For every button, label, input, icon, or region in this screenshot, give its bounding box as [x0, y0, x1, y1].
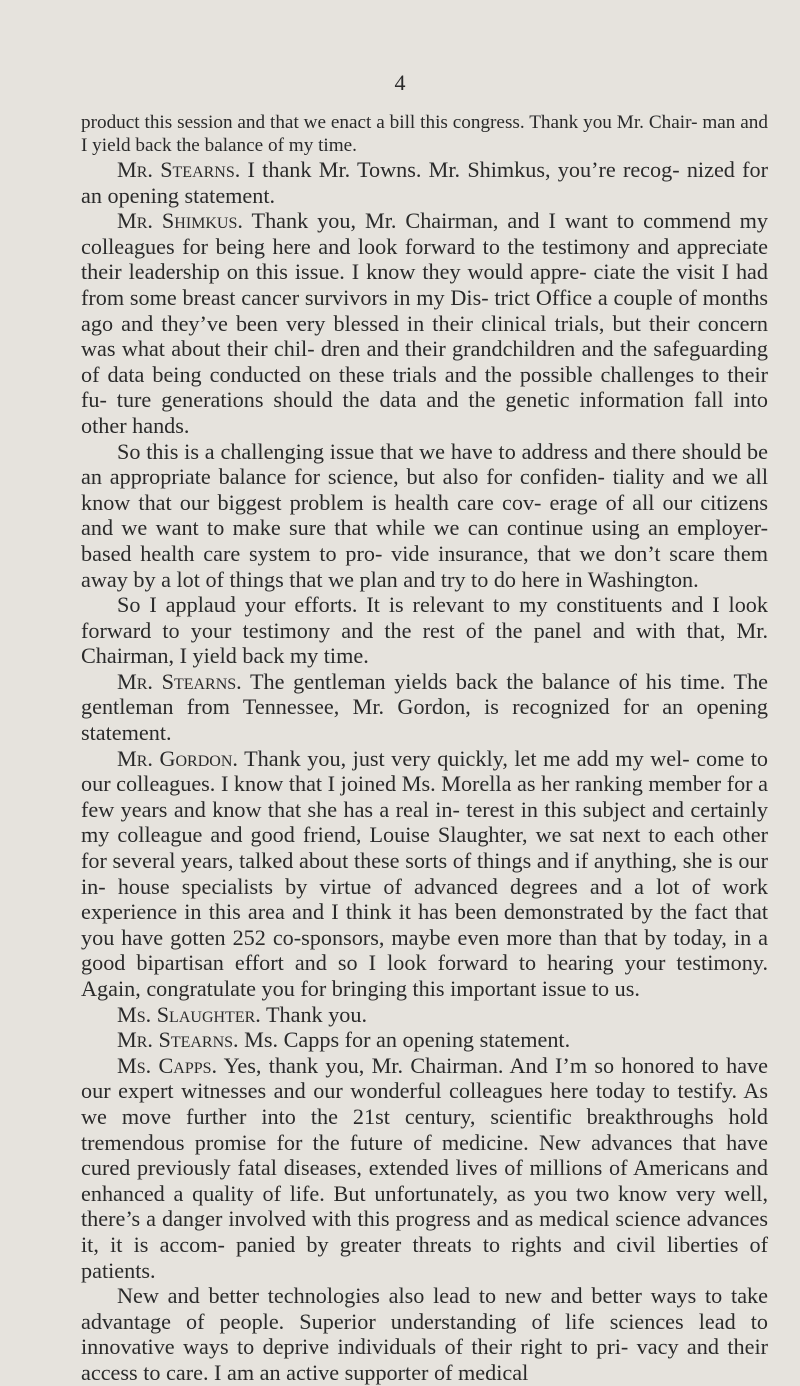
paragraph	[81, 669, 768, 746]
speaker-name: Mr. Stearns.	[117, 157, 241, 182]
paragraph-text: So I applaud your efforts. It is relevant to my constituents and I look forward to your testimony and the rest of the panel and with that, Mr. Chairman, I yield back my time.	[81, 592, 768, 669]
paragraph	[81, 592, 768, 669]
speaker-name: Ms. Slaughter.	[117, 1001, 261, 1027]
paragraph	[81, 111, 768, 157]
paragraph	[81, 208, 768, 438]
speaker-name: Mr. Stearns.	[117, 1027, 239, 1053]
paragraph-text: I thank Mr. Towns. Mr. Shimkus, you’re recog- nized for an opening statement.	[81, 157, 769, 208]
paragraph	[81, 1027, 768, 1053]
page-number: 4	[394, 70, 406, 95]
paragraph	[81, 1002, 768, 1028]
paragraph	[81, 1053, 768, 1283]
paragraph-text: The gentleman yields back the balance of his time. The gentleman from Tennessee, Mr. Gordon, is recognized for an opening statement.	[81, 668, 769, 746]
paragraph-text: Thank you, Mr. Chairman, and I want to commend my colleagues for being here and look forward to the testimony and appreciate their leadership on this issue. I know they would appre- ciate the visit I had from some breast cancer survivors in my Dis- trict Office a couple of months ago and they’ve been very blessed in their clinical trials, but their concern was what about their chil- dren and their grandchildren and the safeguarding of data being conducted on these trials and the possible challenges to their fu- ture generations should the data and the genetic information fall into other hands.	[81, 208, 768, 438]
paragraph	[81, 1283, 768, 1385]
paragraph-text: Ms. Capps for an opening statement.	[238, 1027, 571, 1053]
paragraph-text: New and better technologies also lead to new and better ways to take advantage of people. Superior understanding of life sciences lead to innovative ways to deprive individuals of their right to pri- vacy and their access to care. I am an active supporter of medical	[81, 1283, 768, 1385]
speaker-name: Ms. Capps.	[117, 1052, 218, 1078]
paragraph	[81, 157, 768, 208]
paragraph-text: So this is a challenging issue that we have to address and there should be an appropriate balance for science, but also for confiden- tiality and we all know that our biggest problem is health care cov- erage of all our citizens and we want to make sure that while we can continue using an employer-based health care system to pro- vide insurance, that we don’t scare them away by a lot of things that we plan and try to do here in Washington.	[81, 438, 768, 592]
body-text	[81, 111, 768, 1386]
paragraph	[81, 746, 768, 1002]
paragraph-text: Thank you, just very quickly, let me add my wel- come to our colleagues. I know that I joined Ms. Morella as her ranking member for a few years and know that she has a real in- terest in this subject and certainly my colleague and good friend, Louise Slaughter, we sat next to each other for several years, talked about these sorts of things and if anything, she is our in- house specialists by virtue of advanced degrees and a lot of work experience in this area and I think it has been demonstrated by the fact that you have gotten 252 co-sponsors, maybe even more than that by today, in a good bipartisan effort and so I look forward to hearing your testimony. Again, congratulate you for bringing this important issue to us.	[81, 745, 768, 1001]
speaker-name: Mr. Shimkus.	[117, 208, 243, 234]
paragraph-text: Yes, thank you, Mr. Chairman. And I’m so honored to have our expert witnesses and our wonderful colleagues here today to testify. As we move further into the 21st century, scientific breakthroughs hold tremendous promise for the future of medicine. New advances that have cured previously fatal diseases, extended lives of millions of Americans and enhanced a quality of life. But unfortunately, as you two know very well, there’s a danger involved with this progress and as medical science advances it, it is accom- panied by greater threats to rights and civil liberties of patients.	[81, 1052, 768, 1283]
paragraph	[81, 439, 768, 593]
speaker-name: Mr. Stearns.	[117, 668, 242, 694]
speaker-name: Mr. Gordon.	[117, 745, 238, 771]
paragraph-text: Thank you.	[260, 1001, 368, 1027]
paragraph-text: product this session and that we enact a bill this congress. Thank you Mr. Chair- man and I yield back the balance of my time.	[81, 112, 768, 156]
